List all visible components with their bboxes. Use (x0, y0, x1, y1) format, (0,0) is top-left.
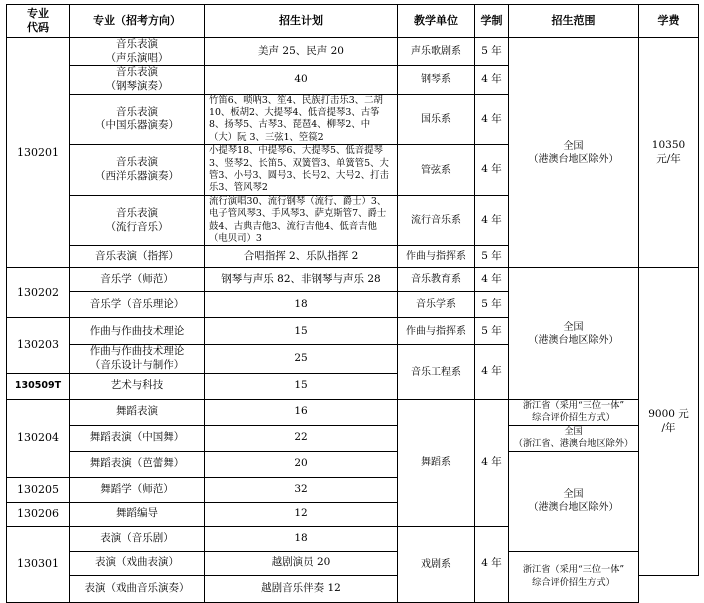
scope-cell: 全国 （港澳台地区除外） (509, 451, 639, 551)
major-code: 130301 (7, 526, 70, 602)
major-code: 130204 (7, 399, 70, 477)
years-cell: 4 年 (475, 526, 509, 602)
years-cell: 4 年 (475, 345, 509, 399)
plan-cell: 流行演唱30、流行钢琴（流行、爵士）3、电子管风琴3、手风琴3、萨克斯管7、爵士鼓4、古典吉他3、流行吉他4、低音吉他（电贝司）3 (205, 195, 398, 246)
plan-cell: 美声 25、民声 20 (205, 38, 398, 66)
dept-cell: 作曲与指挥系 (398, 246, 475, 268)
years-cell: 5 年 (475, 318, 509, 345)
years-cell: 4 年 (475, 66, 509, 94)
header-plan: 招生计划 (205, 5, 398, 38)
plan-cell: 15 (205, 373, 398, 399)
major-code: 130205 (7, 477, 70, 502)
years-cell: 5 年 (475, 246, 509, 268)
header-years: 学制 (475, 5, 509, 38)
table-row (7, 451, 699, 477)
plan-cell: 25 (205, 345, 398, 373)
table-row (7, 551, 699, 575)
major-name: 音乐表演 （声乐演唱） (70, 38, 205, 66)
major-name: 音乐表演（指挥） (70, 246, 205, 268)
header-row (7, 5, 699, 38)
plan-cell: 钢琴与声乐 82、非钢琴与声乐 28 (205, 268, 398, 292)
plan-cell: 越剧音乐伴奏 12 (205, 575, 398, 602)
major-name: 音乐表演 （中国乐器演奏） (70, 94, 205, 145)
dept-cell: 音乐学系 (398, 292, 475, 318)
years-cell: 4 年 (475, 268, 509, 292)
dept-cell: 国乐系 (398, 94, 475, 145)
dept-cell: 舞蹈系 (398, 399, 475, 526)
years-cell: 4 年 (475, 145, 509, 196)
years-cell: 4 年 (475, 195, 509, 246)
plan-cell: 18 (205, 526, 398, 551)
header-dept: 教学单位 (398, 5, 475, 38)
dept-cell: 钢琴系 (398, 66, 475, 94)
header-code: 专业代码 (7, 5, 70, 38)
table-row (7, 268, 699, 292)
fee-cell: 9000 元 /年 (639, 268, 699, 575)
years-cell: 4 年 (475, 399, 509, 526)
plan-cell: 越剧演员 20 (205, 551, 398, 575)
plan-cell: 12 (205, 502, 398, 526)
table-row (7, 425, 699, 451)
plan-cell: 22 (205, 425, 398, 451)
major-code: 130509T (7, 373, 70, 399)
header-fee: 学费 (639, 5, 699, 38)
table-row (7, 399, 699, 425)
scope-cell: 浙江省（采用“三位一体” 综合评价招生方式） (509, 551, 639, 602)
major-code: 130201 (7, 38, 70, 268)
plan-cell: 32 (205, 477, 398, 502)
major-name: 表演（音乐剧） (70, 526, 205, 551)
plan-cell: 15 (205, 318, 398, 345)
plan-cell: 16 (205, 399, 398, 425)
years-cell: 4 年 (475, 94, 509, 145)
plan-cell: 合唱指挥 2、乐队指挥 2 (205, 246, 398, 268)
major-name: 表演（戏曲表演） (70, 551, 205, 575)
dept-cell: 管弦系 (398, 145, 475, 196)
plan-cell: 20 (205, 451, 398, 477)
dept-cell: 音乐工程系 (398, 345, 475, 399)
dept-cell: 流行音乐系 (398, 195, 475, 246)
header-scope: 招生范围 (509, 5, 639, 38)
dept-cell: 戏剧系 (398, 526, 475, 602)
major-code: 130206 (7, 502, 70, 526)
admission-plan-table (6, 4, 699, 603)
plan-cell: 竹笛6、唢呐3、笙4、民族打击乐3、二胡10、板胡2、大提琴4、低音提琴3、古筝8、扬琴5、古琴3、琵琶4、柳琴2、中（大）阮 3、三弦1、箜篌2 (205, 94, 398, 145)
major-name: 音乐表演 （流行音乐） (70, 195, 205, 246)
scope-cell: 全国 （港澳台地区除外） (509, 38, 639, 268)
dept-cell: 声乐歌剧系 (398, 38, 475, 66)
fee-cell: 10350 元/年 (639, 38, 699, 268)
scope-cell: 全国 （港澳台地区除外） (509, 268, 639, 399)
years-cell: 5 年 (475, 292, 509, 318)
plan-cell: 40 (205, 66, 398, 94)
plan-cell: 小提琴18、中提琴6、大提琴5、低音提琴3、竖琴2、长笛5、双簧管3、单簧管5、大管3、小号3、圆号3、长号2、大号2、打击乐3、管风琴2 (205, 145, 398, 196)
major-name: 舞蹈编导 (70, 502, 205, 526)
major-name: 作曲与作曲技术理论 (70, 318, 205, 345)
major-name: 舞蹈表演 (70, 399, 205, 425)
major-code: 130202 (7, 268, 70, 318)
years-cell: 5 年 (475, 38, 509, 66)
major-name: 舞蹈学（师范） (70, 477, 205, 502)
dept-cell: 音乐教育系 (398, 268, 475, 292)
major-name: 表演（戏曲音乐演奏） (70, 575, 205, 602)
major-name: 音乐学（音乐理论） (70, 292, 205, 318)
major-name: 舞蹈表演（中国舞） (70, 425, 205, 451)
plan-cell: 18 (205, 292, 398, 318)
header-major: 专业（招考方向） (70, 5, 205, 38)
scope-cell: 全国 （浙江省、港澳台地区除外） (509, 425, 639, 451)
major-code: 130203 (7, 318, 70, 373)
major-name: 音乐表演 （西洋乐器演奏） (70, 145, 205, 196)
major-name: 作曲与作曲技术理论 （音乐设计与制作） (70, 345, 205, 373)
major-name: 音乐学（师范） (70, 268, 205, 292)
table-row (7, 38, 699, 66)
dept-cell: 作曲与指挥系 (398, 318, 475, 345)
major-name: 艺术与科技 (70, 373, 205, 399)
scope-cell: 浙江省（采用“三位一体” 综合评价招生方式） (509, 399, 639, 425)
major-name: 音乐表演 （钢琴演奏） (70, 66, 205, 94)
major-name: 舞蹈表演（芭蕾舞） (70, 451, 205, 477)
